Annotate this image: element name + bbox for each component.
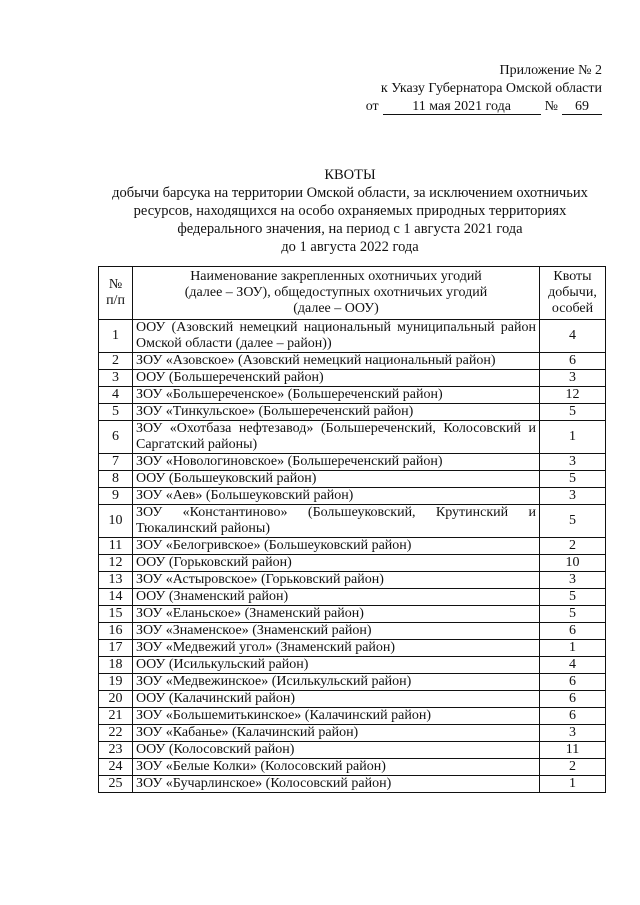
table-row [99, 471, 606, 488]
table-row [99, 555, 606, 572]
row-number: 14 [99, 589, 133, 606]
row-hunting-ground: ЗОУ «Большемитькинское» (Калачинский район) [133, 708, 540, 725]
appendix-number: Приложение № 2 [499, 63, 602, 78]
row-hunting-ground: ЗОУ «Кабанье» (Калачинский район) [133, 725, 540, 742]
table-row [99, 454, 606, 471]
row-number: 7 [99, 454, 133, 471]
row-number: 5 [99, 404, 133, 421]
row-hunting-ground: ЗОУ «Астыровское» (Горьковский район) [133, 572, 540, 589]
appendix-decree-ref: к Указу Губернатора Омской области [380, 81, 602, 96]
table-row [99, 421, 606, 454]
quota-table [98, 266, 606, 793]
row-hunting-ground: ЗОУ «Большереченское» (Большереченский район) [133, 387, 540, 404]
from-label: от [365, 99, 379, 114]
title-line-2: добычи барсука на территории Омской области, за исключением охотничьих [112, 185, 588, 201]
row-number: 2 [99, 353, 133, 370]
row-hunting-ground: ООУ (Большереченский район) [133, 370, 540, 387]
row-hunting-ground: ООУ (Колосовский район) [133, 742, 540, 759]
row-hunting-ground: ЗОУ «Охотбаза нефтезавод» (Большереченский, Колосовский и Саргатский районы) [133, 421, 540, 454]
header-quota: Квоты добычи, особей [540, 267, 606, 320]
row-quota: 3 [540, 488, 606, 505]
row-number: 16 [99, 623, 133, 640]
row-quota: 1 [540, 776, 606, 793]
row-hunting-ground: ЗОУ «Белогривское» (Большеуковский район) [133, 538, 540, 555]
row-number: 25 [99, 776, 133, 793]
appendix-date-line [366, 98, 602, 116]
row-quota: 1 [540, 421, 606, 454]
row-number: 3 [99, 370, 133, 387]
row-quota: 5 [540, 471, 606, 488]
row-hunting-ground: ЗОУ «Еланьское» (Знаменский район) [133, 606, 540, 623]
title-line-5: до 1 августа 2022 года [281, 239, 419, 255]
row-hunting-ground: ЗОУ «Азовское» (Азовский немецкий национальный район) [133, 353, 540, 370]
table-row [99, 320, 606, 353]
row-hunting-ground: ООУ (Азовский немецкий национальный муниципальный район Омской области (далее – район)) [133, 320, 540, 353]
row-number: 8 [99, 471, 133, 488]
row-number: 19 [99, 674, 133, 691]
row-quota: 6 [540, 708, 606, 725]
header-number: № п/п [99, 267, 133, 320]
row-quota: 2 [540, 759, 606, 776]
row-quota: 4 [540, 320, 606, 353]
table-body [99, 320, 606, 793]
row-quota: 4 [540, 657, 606, 674]
title-line-3: ресурсов, находящихся на особо охраняемых природных территориях [133, 203, 567, 219]
row-number: 20 [99, 691, 133, 708]
table-row [99, 404, 606, 421]
row-quota: 11 [540, 742, 606, 759]
table-row [99, 572, 606, 589]
row-hunting-ground: ЗОУ «Белые Колки» (Колосовский район) [133, 759, 540, 776]
table-row [99, 725, 606, 742]
table-row [99, 353, 606, 370]
table-row [99, 742, 606, 759]
header-name: Наименование закрепленных охотничьих угодий (далее – ЗОУ), общедоступных охотничьих угодий (далее – ООУ) [133, 267, 540, 320]
row-hunting-ground: ООУ (Горьковский район) [133, 555, 540, 572]
row-quota: 3 [540, 725, 606, 742]
row-number: 9 [99, 488, 133, 505]
row-number: 4 [99, 387, 133, 404]
row-hunting-ground: ЗОУ «Знаменское» (Знаменский район) [133, 623, 540, 640]
row-hunting-ground: ЗОУ «Новологиновское» (Большереченский район) [133, 454, 540, 471]
decree-date: 11 мая 2021 года [383, 99, 541, 115]
row-number: 18 [99, 657, 133, 674]
row-hunting-ground: ООУ (Калачинский район) [133, 691, 540, 708]
document-title [80, 166, 620, 256]
table-row [99, 640, 606, 657]
row-hunting-ground: ЗОУ «Медвежий угол» (Знаменский район) [133, 640, 540, 657]
row-number: 17 [99, 640, 133, 657]
row-quota: 5 [540, 589, 606, 606]
row-hunting-ground: ООУ (Исилькульский район) [133, 657, 540, 674]
row-quota: 5 [540, 404, 606, 421]
table-row [99, 505, 606, 538]
row-number: 10 [99, 505, 133, 538]
row-number: 1 [99, 320, 133, 353]
table-row [99, 387, 606, 404]
row-quota: 3 [540, 572, 606, 589]
row-quota: 5 [540, 505, 606, 538]
row-quota: 3 [540, 454, 606, 471]
table-row [99, 606, 606, 623]
table-row [99, 657, 606, 674]
row-number: 24 [99, 759, 133, 776]
table-row [99, 691, 606, 708]
row-number: 23 [99, 742, 133, 759]
table-row [99, 589, 606, 606]
row-number: 13 [99, 572, 133, 589]
table-row [99, 708, 606, 725]
table-row [99, 759, 606, 776]
row-quota: 6 [540, 353, 606, 370]
row-number: 21 [99, 708, 133, 725]
table-row [99, 370, 606, 387]
row-hunting-ground: ЗОУ «Медвежинское» (Исилькульский район) [133, 674, 540, 691]
row-hunting-ground: ООУ (Знаменский район) [133, 589, 540, 606]
row-hunting-ground: ЗОУ «Бучарлинское» (Колосовский район) [133, 776, 540, 793]
row-number: 12 [99, 555, 133, 572]
row-quota: 12 [540, 387, 606, 404]
number-label: № [544, 99, 558, 114]
row-quota: 6 [540, 674, 606, 691]
table-row [99, 623, 606, 640]
table-row [99, 674, 606, 691]
row-hunting-ground: ООУ (Большеуковский район) [133, 471, 540, 488]
row-hunting-ground: ЗОУ «Тинкульское» (Большереченский район) [133, 404, 540, 421]
row-quota: 10 [540, 555, 606, 572]
row-number: 15 [99, 606, 133, 623]
table-header-row [99, 267, 606, 320]
row-quota: 5 [540, 606, 606, 623]
row-hunting-ground: ЗОУ «Константиново» (Большеуковский, Крутинский и Тюкалинский районы) [133, 505, 540, 538]
table-row [99, 538, 606, 555]
row-number: 11 [99, 538, 133, 555]
appendix-header [366, 62, 602, 116]
decree-number: 69 [562, 99, 602, 115]
table-row [99, 488, 606, 505]
title-line-4: федерального значения, на период с 1 августа 2021 года [177, 221, 523, 237]
row-quota: 6 [540, 691, 606, 708]
table-row [99, 776, 606, 793]
row-quota: 1 [540, 640, 606, 657]
title-heading: КВОТЫ [324, 167, 376, 183]
row-quota: 2 [540, 538, 606, 555]
row-number: 6 [99, 421, 133, 454]
row-quota: 6 [540, 623, 606, 640]
row-quota: 3 [540, 370, 606, 387]
row-hunting-ground: ЗОУ «Аев» (Большеуковский район) [133, 488, 540, 505]
row-number: 22 [99, 725, 133, 742]
